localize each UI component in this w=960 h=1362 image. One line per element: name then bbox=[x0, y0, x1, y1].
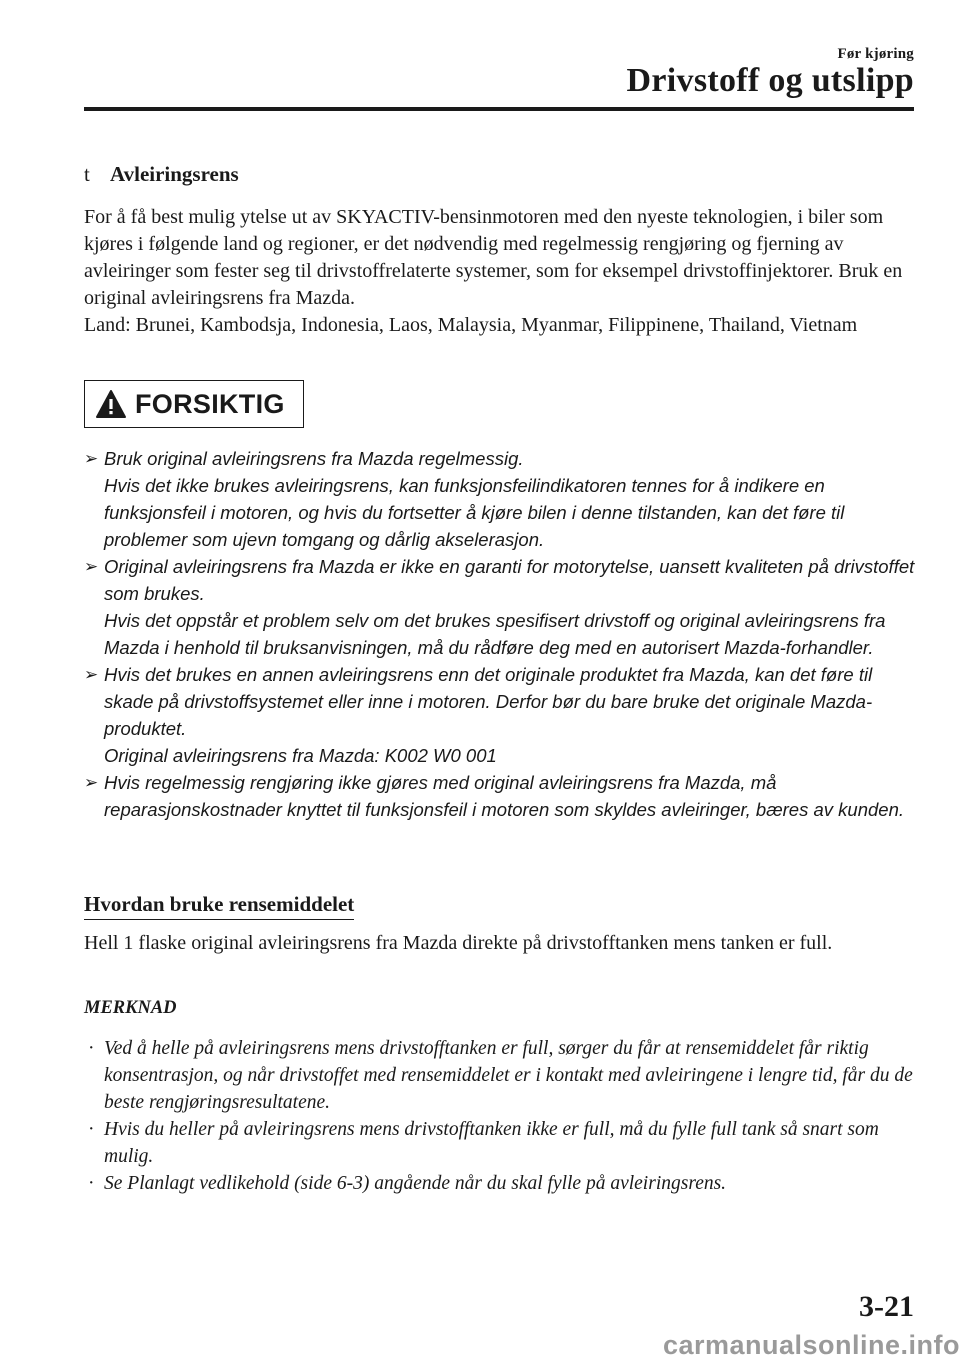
caution-item-detail: Hvis det oppstår et problem selv om det brukes spesifisert drivstoff og original avleiringsrens fra Mazda i henhold til bruksanvisningen, må du rådføre deg med en autorisert Mazda-forhandler. bbox=[104, 610, 886, 658]
section-heading-text: Avleiringsrens bbox=[110, 162, 239, 186]
caution-item bbox=[84, 553, 924, 661]
how-to-use-heading: Hvordan bruke rensemiddelet bbox=[84, 892, 354, 920]
how-to-use-text: Hell 1 flaske original avleiringsrens fra Mazda direkte på drivstofftanken mens tanken er full. bbox=[84, 932, 833, 954]
page-title: Drivstoff og utslipp bbox=[626, 62, 914, 99]
header-rule bbox=[84, 107, 914, 111]
caution-item-detail: Hvis det ikke brukes avleiringsrens, kan funksjonsfeilindikatoren tennes for å indikere en funksjonsfeil i motoren, og hvis du fortsetter å kjøre bilen i denne tilstanden, kan det føre til problemer som ujevn tomgang og dårlig akselerasjon. bbox=[104, 475, 845, 550]
caution-item-text: Hvis det brukes en annen avleiringsrens enn det originale produktet fra Mazda, kan det føre til skade på drivstoffsystemet eller inne i motoren. Derfor bør du bare bruke det originale Mazda-produktet. bbox=[104, 664, 873, 739]
note-item bbox=[84, 1035, 914, 1116]
warning-icon bbox=[95, 389, 127, 419]
bullet-dot-icon: · bbox=[88, 1119, 95, 1140]
section-heading bbox=[84, 162, 239, 187]
page-number: 3-21 bbox=[859, 1290, 914, 1323]
bullet-dot-icon: · bbox=[88, 1038, 95, 1059]
bullet-dot-icon: · bbox=[88, 1173, 95, 1194]
intro-text bbox=[84, 204, 914, 339]
caution-item bbox=[84, 769, 924, 823]
note-item bbox=[84, 1116, 914, 1170]
note-item bbox=[84, 1170, 914, 1197]
caution-item-text: Hvis regelmessig rengjøring ikke gjøres med original avleiringsrens fra Mazda, må reparasjonskostnader knyttet til funksjonsfeil i motoren som skyldes avleiringer, bæres av kunden. bbox=[104, 772, 904, 820]
note-list bbox=[84, 1035, 914, 1197]
countries-line: Land: Brunei, Kambodsja, Indonesia, Laos, Malaysia, Myanmar, Filippinene, Thailand, Vietnam bbox=[84, 314, 858, 336]
caution-item bbox=[84, 661, 924, 769]
intro-paragraph: For å få best mulig ytelse ut av SKYACTIV-bensinmotoren med den nyeste teknologien, i biler som kjøres i følgende land og regioner, er det nødvendig med regelmessig rengjøring og fjerning av avleiringer som fester seg til drivstoffrelaterte systemer, som for eksempel drivstoffinjektorer. Bruk en original avleiringsrens fra Mazda. bbox=[84, 206, 903, 309]
caution-item-text: Bruk original avleiringsrens fra Mazda regelmessig. bbox=[104, 448, 524, 469]
note-item-text: Se Planlagt vedlikehold (side 6-3) angående når du skal fylle på avleiringsrens. bbox=[104, 1173, 727, 1194]
section-marker: t bbox=[84, 162, 90, 186]
note-item-text: Hvis du heller på avleiringsrens mens drivstofftanken ikke er full, må du fylle full tank så snart som mulig. bbox=[104, 1119, 879, 1167]
arrow-bullet-icon: ➢ bbox=[84, 449, 99, 468]
caution-list bbox=[84, 445, 924, 823]
caution-label: FORSIKTIG bbox=[135, 388, 285, 419]
note-heading: MERKNAD bbox=[84, 998, 177, 1018]
arrow-bullet-icon: ➢ bbox=[84, 665, 99, 684]
watermark: carmanualsonline.info bbox=[662, 1330, 960, 1360]
caution-item-text: Original avleiringsrens fra Mazda er ikke en garanti for motorytelse, uansett kvaliteten på drivstoffet som brukes. bbox=[104, 556, 915, 604]
caution-item-detail: Original avleiringsrens fra Mazda: K002 W0 001 bbox=[104, 745, 497, 766]
header-chapter: Før kjøring bbox=[837, 46, 914, 62]
note-item-text: Ved å helle på avleiringsrens mens drivstofftanken er full, sørger du får at rensemiddelet får riktig konsentrasjon, og når drivstoffet med rensemiddelet er i kontakt med avleiringene i lengre tid, får du de beste rengjøringsresultatene. bbox=[104, 1038, 913, 1113]
caution-item bbox=[84, 445, 924, 553]
arrow-bullet-icon: ➢ bbox=[84, 557, 99, 576]
arrow-bullet-icon: ➢ bbox=[84, 773, 99, 792]
caution-box bbox=[84, 380, 304, 428]
